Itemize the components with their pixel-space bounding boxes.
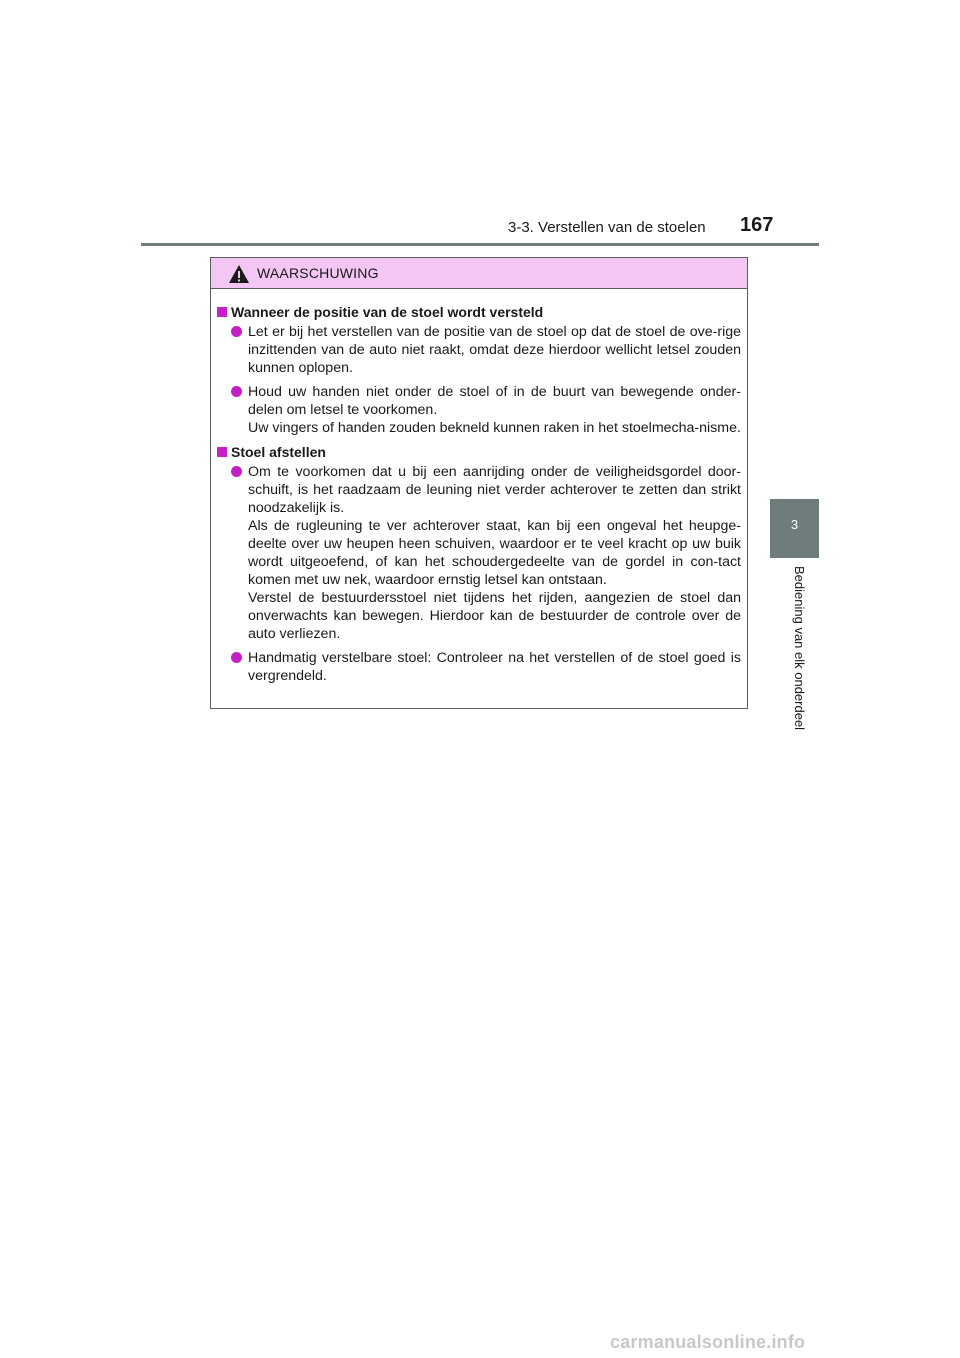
round-bullet-icon [231,326,242,337]
paragraph: Uw vingers of handen zouden bekneld kunnen raken in het stoelmecha-nisme. [248,420,741,436]
paragraph: Handmatig verstelbare stoel: Controleer na het verstellen of de stoel goed is vergrendeld. [248,650,741,684]
list-item-text [248,649,741,685]
warning-body [211,289,747,685]
section-heading [217,303,741,321]
paragraph: Houd uw handen niet onder de stoel of in de buurt van bewegende onder-delen om letsel te voorkomen. [248,384,741,418]
chapter-tab [770,499,819,558]
warning-triangle-icon [228,264,250,284]
paragraph: Als de rugleuning te ver achterover staat, kan bij een ongeval het heupge-deelte over uw heupen heen schuiven, waardoor er te veel kracht op uw buik wordt uitgeoefend, of kan het schoudergedeelte van de gordel in con-tact komen met uw nek, waardoor ernstig letsel kan ontstaan. [248,518,741,588]
paragraph: Om te voorkomen dat u bij een aanrijding onder de veiligheidsgordel door-schuift, is het raadzaam de leuning niet verder achterover te zetten dan strikt noodzakelijk is. [248,464,741,516]
round-bullet-icon [231,466,242,477]
page-number: 167 [740,214,774,236]
list-item-text [248,383,741,437]
list-item [231,649,741,685]
header-divider [141,243,819,246]
paragraph: Verstel de bestuurdersstoel niet tijdens het rijden, aangezien de stoel dan onverwachts kan bewegen. Hierdoor kan de bestuurder de controle over de auto verliezen. [248,590,741,642]
square-bullet-icon [217,447,227,457]
list-item-text [248,323,741,377]
list-item [231,323,741,377]
watermark: carmanualsonline.info [610,1332,806,1352]
square-bullet-icon [217,307,227,317]
section-heading-text: Stoel afstellen [231,444,326,460]
chapter-label: Bediening van elk onderdeel [792,566,807,731]
section-heading-text: Wanneer de positie van de stoel wordt versteld [231,304,544,320]
warning-header [211,258,747,289]
section-title: 3-3. Verstellen van de stoelen [508,219,706,236]
list-item [231,383,741,437]
round-bullet-icon [231,386,242,397]
warning-title: WAARSCHUWING [257,265,379,281]
warning-box [210,257,748,709]
round-bullet-icon [231,652,242,663]
section-heading [217,443,741,461]
list-item [231,463,741,643]
chapter-number: 3 [790,517,799,532]
list-item-text [248,463,741,643]
paragraph: Let er bij het verstellen van de positie van de stoel op dat de stoel de ove-rige inzittenden van de auto niet raakt, omdat deze hierdoor wellicht letsel zouden kunnen oplopen. [248,324,741,376]
